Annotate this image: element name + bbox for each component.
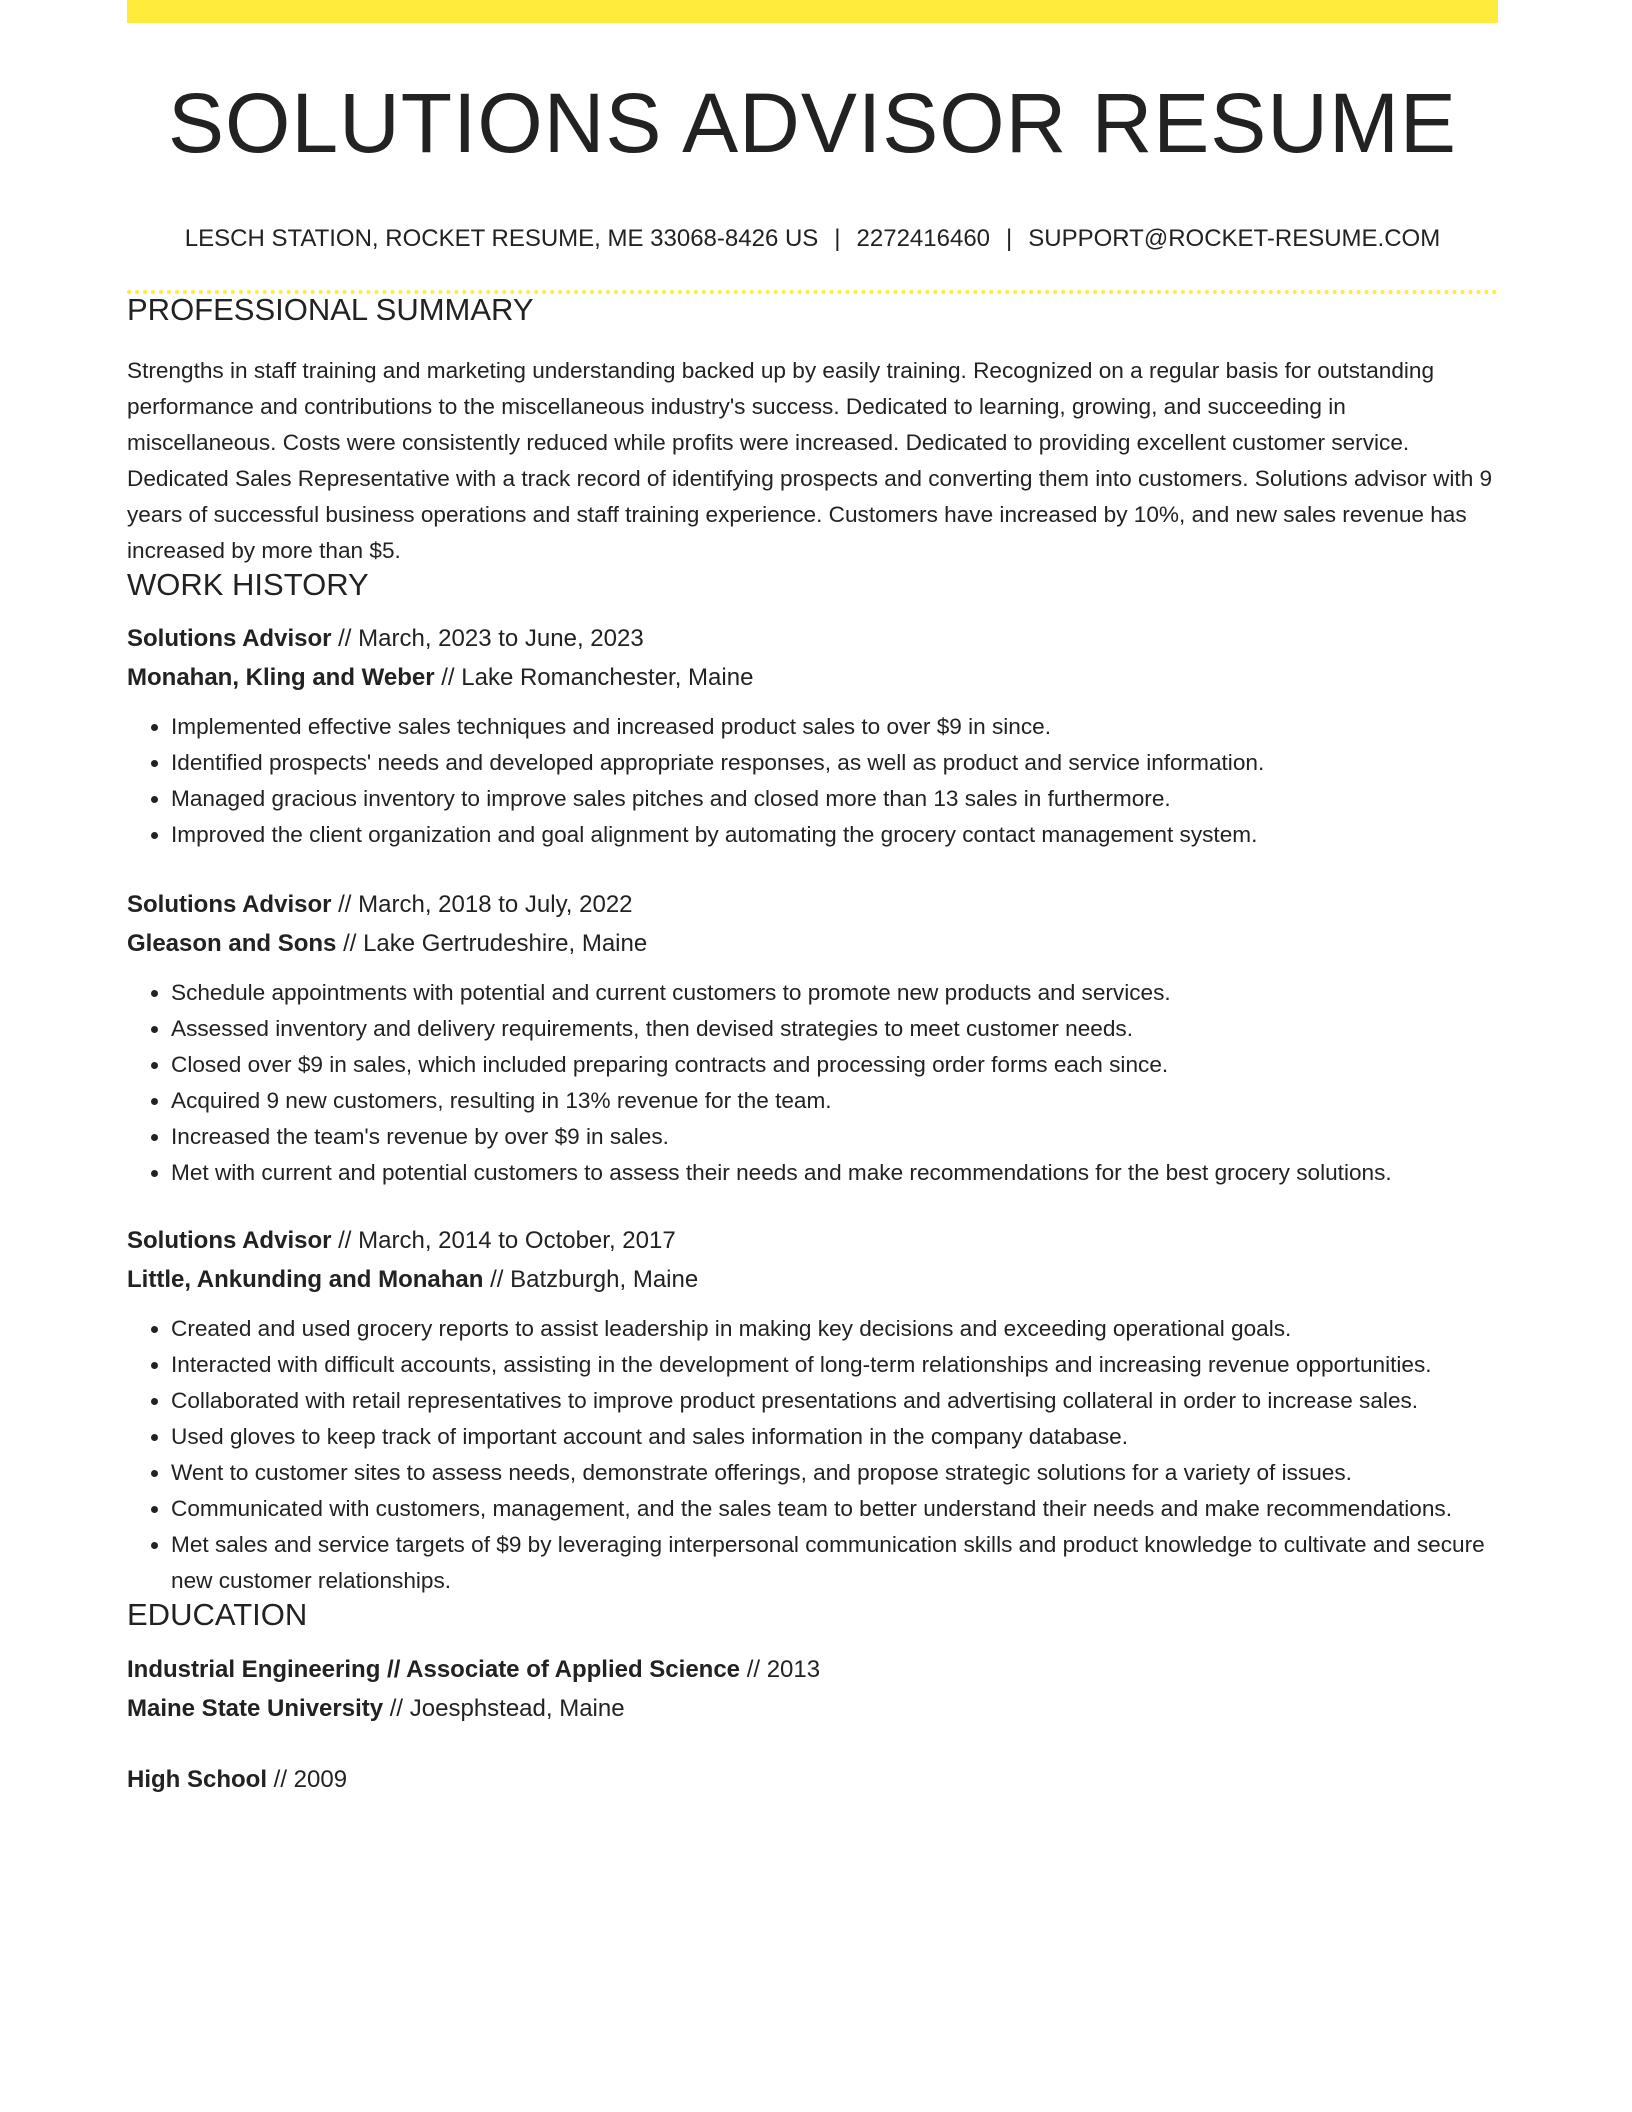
job-bullet-list <box>127 709 1498 853</box>
list-item: • Identified prospects' needs and developed appropriate responses, as well as product and service information. <box>171 745 1498 781</box>
job-bullet-list <box>127 1311 1498 1599</box>
contact-separator: | <box>834 225 841 252</box>
job-company-line <box>127 924 1498 963</box>
list-item: • Implemented effective sales techniques and increased product sales to over $9 in since. <box>171 709 1498 745</box>
list-item: • Assessed inventory and delivery requirements, then devised strategies to meet customer needs. <box>171 1011 1498 1047</box>
job-title: Solutions Advisor <box>127 625 332 652</box>
job-title-line <box>127 619 1498 658</box>
job-company-line <box>127 658 1498 697</box>
job-title-line <box>127 885 1498 924</box>
job-company: Gleason and Sons <box>127 930 337 957</box>
list-item: • Met with current and potential customers to assess their needs and make recommendations for the best grocery solutions. <box>171 1155 1498 1191</box>
list-item: • Interacted with difficult accounts, assisting in the development of long-term relationships and increasing revenue opportunities. <box>171 1347 1498 1383</box>
contact-email[interactable]: SUPPORT@ROCKET-RESUME.COM <box>1028 225 1441 252</box>
education-entry <box>127 1760 1498 1799</box>
list-item: • Managed gracious inventory to improve sales pitches and closed more than 13 sales in furthermore. <box>171 781 1498 817</box>
job-location: // Batzburgh, Maine <box>490 1266 699 1293</box>
list-item: • Met sales and service targets of $9 by leveraging interpersonal communication skills and product knowledge to cultivate and secure new customer relationships. <box>171 1527 1498 1599</box>
education-degree-line <box>127 1760 1498 1799</box>
job-company-line <box>127 1260 1498 1299</box>
education-degree: Industrial Engineering // Associate of Applied Science <box>127 1656 741 1683</box>
job-dates: // March, 2023 to June, 2023 <box>338 625 644 652</box>
education-school-line <box>127 1689 1498 1728</box>
education-degree-line <box>127 1650 1498 1689</box>
summary-text: Strengths in staff training and marketing understanding backed up by easily training. Recognized on a regular basis for outstanding performance and contributions to the miscellaneous industry's success. Dedicated to learning, growing, and succeeding in miscellaneous. Costs were consistently reduced while profits were increased. Dedicated to providing excellent customer service. Dedicated Sales Representative with a track record of identifying prospects and converting them into customers. Solutions advisor with 9 years of successful business operations and staff training experience. Customers have increased by 10%, and new sales revenue has increased by more than $5. <box>127 358 1493 563</box>
education-entry <box>127 1650 1498 1728</box>
education-school: Maine State University <box>127 1695 384 1722</box>
job-bullet-list <box>127 975 1498 1191</box>
resume-title: SOLUTIONS ADVISOR RESUME <box>168 76 1457 170</box>
accent-top-bar <box>127 0 1498 23</box>
contact-separator: | <box>1006 225 1013 252</box>
job-title: Solutions Advisor <box>127 1227 332 1254</box>
job-company: Little, Ankunding and Monahan <box>127 1266 484 1293</box>
summary-heading: PROFESSIONAL SUMMARY <box>127 292 534 327</box>
list-item: • Increased the team's revenue by over $9 in sales. <box>171 1119 1498 1155</box>
resume-page <box>127 0 1498 1799</box>
list-item: • Went to customer sites to assess needs, demonstrate offerings, and propose strategic solutions for a variety of issues. <box>171 1455 1498 1491</box>
list-item: • Collaborated with retail representatives to improve product presentations and advertising collateral in order to increase sales. <box>171 1383 1498 1419</box>
list-item: • Communicated with customers, management, and the sales team to better understand their needs and make recommendations. <box>171 1491 1498 1527</box>
list-item: • Improved the client organization and goal alignment by automating the grocery contact management system. <box>171 817 1498 853</box>
education-heading: EDUCATION <box>127 1597 308 1632</box>
job-location: // Lake Romanchester, Maine <box>441 664 754 691</box>
contact-line <box>127 227 1498 251</box>
list-item: • Schedule appointments with potential and current customers to promote new products and services. <box>171 975 1498 1011</box>
contact-phone[interactable]: 2272416460 <box>856 225 991 252</box>
job-entry <box>127 885 1498 1191</box>
job-entry <box>127 619 1498 853</box>
job-dates: // March, 2018 to July, 2022 <box>338 891 633 918</box>
contact-address: LESCH STATION, ROCKET RESUME, ME 33068-8426 US <box>184 225 819 252</box>
education-degree: High School <box>127 1766 267 1793</box>
job-title-line <box>127 1221 1498 1260</box>
list-item: • Used gloves to keep track of important account and sales information in the company database. <box>171 1419 1498 1455</box>
work-history-heading: WORK HISTORY <box>127 567 369 602</box>
job-location: // Lake Gertrudeshire, Maine <box>343 930 648 957</box>
list-item: • Closed over $9 in sales, which included preparing contracts and processing order forms each since. <box>171 1047 1498 1083</box>
education-location: // Joesphstead, Maine <box>389 1695 625 1722</box>
job-dates: // March, 2014 to October, 2017 <box>338 1227 676 1254</box>
education-year: // 2013 <box>746 1656 821 1683</box>
job-title: Solutions Advisor <box>127 891 332 918</box>
job-entry <box>127 1221 1498 1599</box>
education-year: // 2009 <box>273 1766 348 1793</box>
list-item: • Created and used grocery reports to assist leadership in making key decisions and exceeding operational goals. <box>171 1311 1498 1347</box>
job-company: Monahan, Kling and Weber <box>127 664 435 691</box>
list-item: • Acquired 9 new customers, resulting in 13% revenue for the team. <box>171 1083 1498 1119</box>
